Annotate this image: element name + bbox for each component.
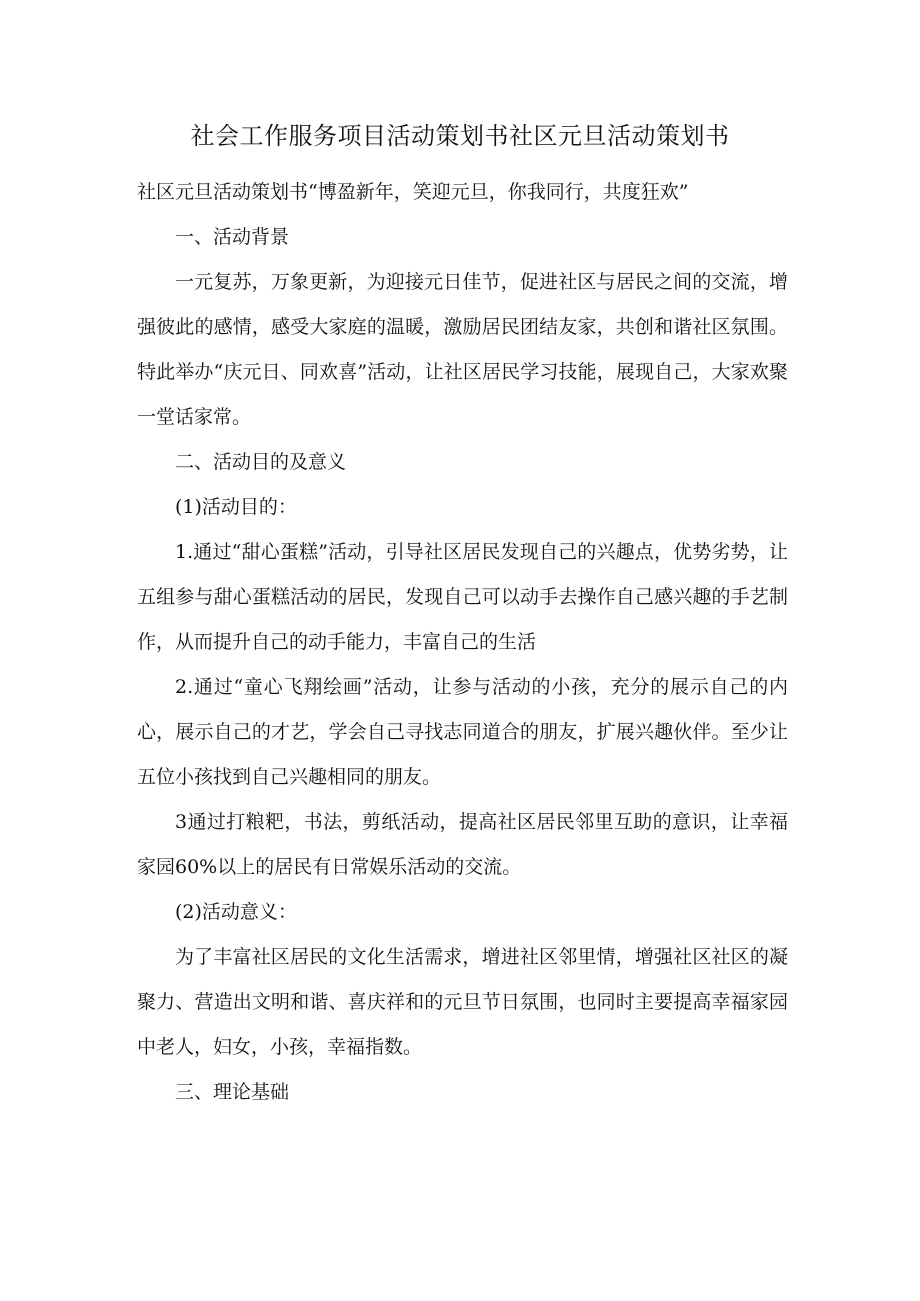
section-heading-background: 一、活动背景: [175, 226, 290, 248]
document-body: [137, 170, 788, 1115]
purpose-item-2: 2.通过“童心飞翔绘画”活动，让参与活动的小孩，充分的展示自己的内心，展示自己的才艺，学会自己寻找志同道合的朋友，扩展兴趣伙伴。至少让五位小孩找到自己兴趣相同的朋友。: [137, 676, 788, 788]
subheading-significance: (2)活动意义：: [175, 901, 297, 923]
purpose-item-3: 3通过打粮粑，书法，剪纸活动，提高社区居民邻里互助的意识，让幸福家园60%以上的居民有日常娱乐活动的交流。: [137, 811, 788, 878]
subheading-purpose: (1)活动目的：: [175, 496, 297, 518]
significance-paragraph: 为了丰富社区居民的文化生活需求，增进社区邻里情，增强社区社区的凝聚力、营造出文明和谐、喜庆祥和的元旦节日氛围，也同时主要提高幸福家园中老人，妇女，小孩，幸福指数。: [137, 946, 788, 1058]
purpose-item-1: 1.通过“甜心蛋糕”活动，引导社区居民发现自己的兴趣点，优势劣势，让五组参与甜心蛋糕活动的居民，发现自己可以动手去操作自己感兴趣的手艺制作，从而提升自己的动手能力，丰富自己的生活: [137, 541, 788, 653]
subtitle-paragraph: 社区元旦活动策划书“博盈新年，笑迎元旦，你我同行，共度狂欢”: [137, 181, 689, 203]
section-heading-theory: 三、理论基础: [175, 1081, 290, 1103]
document-title: 社会工作服务项目活动策划书社区元旦活动策划书: [190, 122, 730, 150]
section-heading-purpose: 二、活动目的及意义: [175, 451, 347, 473]
background-paragraph: 一元复苏，万象更新，为迎接元日佳节，促进社区与居民之间的交流，增强彼此的感情，感受大家庭的温暖，激励居民团结友家，共创和谐社区氛围。特此举办“庆元日、同欢喜”活动，让社区居民学习技能，展现自己，大家欢聚一堂话家常。: [137, 271, 788, 428]
